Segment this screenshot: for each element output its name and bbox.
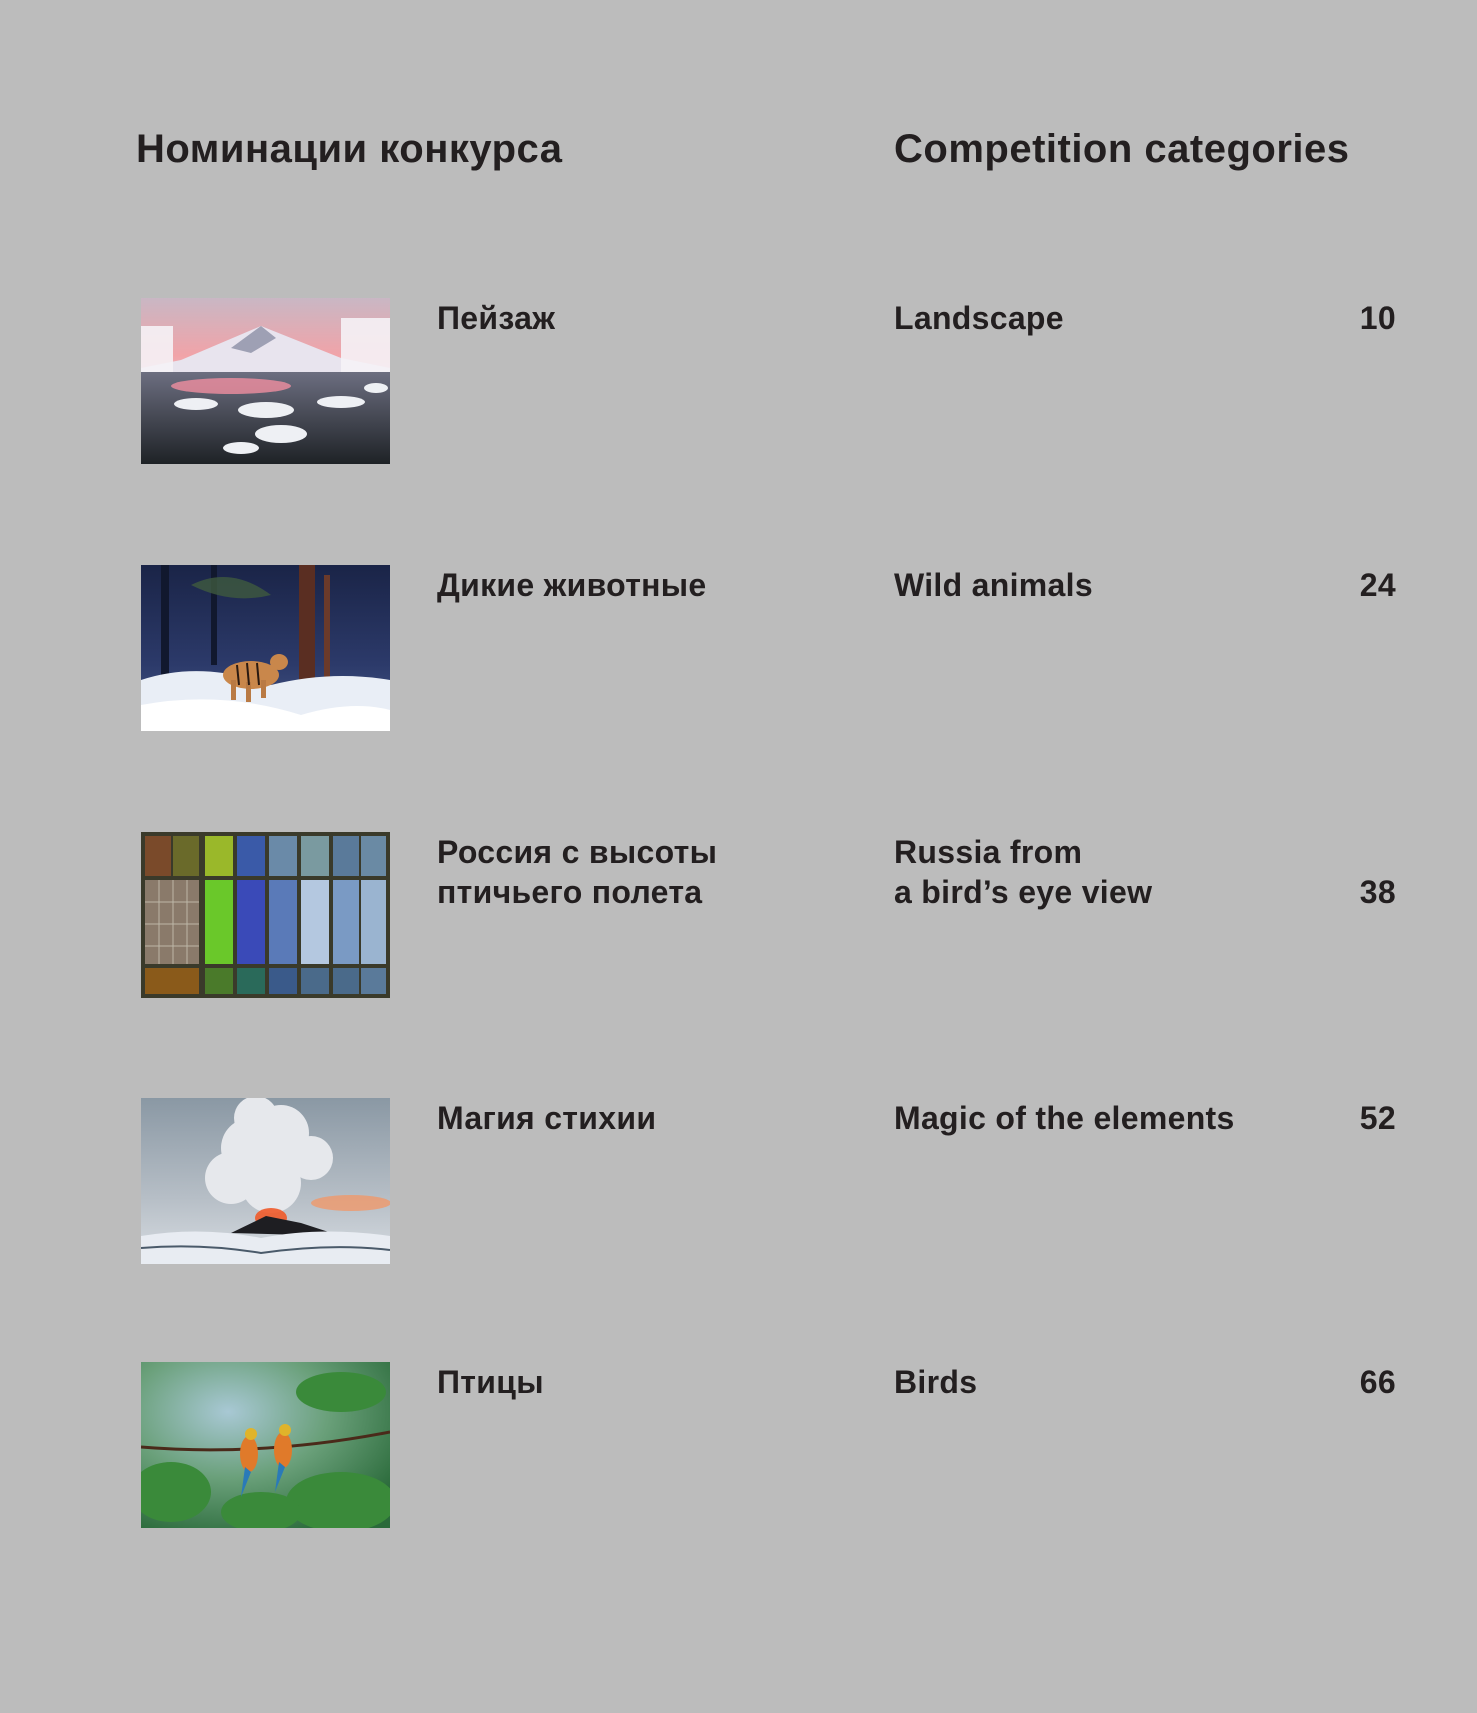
category-row-wild-animals[interactable] (0, 565, 1477, 735)
category-name-ru: Птицы (437, 1364, 544, 1400)
heading-en: Competition categories (894, 127, 1350, 171)
category-name-ru: Дикие животные (437, 567, 707, 603)
wild-animals-photo (141, 565, 390, 731)
category-name-en: Birds (894, 1364, 978, 1400)
category-name-en: Russia from a bird’s eye view (894, 834, 1153, 910)
category-name-ru: Пейзаж (437, 300, 556, 336)
category-name-en: Magic of the elements (894, 1100, 1235, 1136)
page-number: 10 (1359, 300, 1396, 336)
landscape-photo (141, 298, 390, 464)
category-row-landscape[interactable] (0, 298, 1477, 468)
heading-ru: Номинации конкурса (136, 127, 563, 171)
page-number: 38 (1359, 874, 1396, 910)
aerial-view-photo (141, 832, 390, 998)
category-row-birds[interactable] (0, 1362, 1477, 1532)
category-row-magic-elements[interactable] (0, 1098, 1477, 1268)
page-number: 24 (1359, 567, 1396, 603)
birds-photo (141, 1362, 390, 1528)
page-number: 52 (1359, 1100, 1396, 1136)
category-name-en: Wild animals (894, 567, 1093, 603)
category-row-birds-eye-view[interactable] (0, 832, 1477, 1002)
category-name-ru: Магия стихии (437, 1100, 657, 1136)
category-name-en: Landscape (894, 300, 1064, 336)
category-name-ru: Россия с высоты птичьего полета (437, 834, 718, 910)
page-number: 66 (1359, 1364, 1396, 1400)
volcano-photo (141, 1098, 390, 1264)
